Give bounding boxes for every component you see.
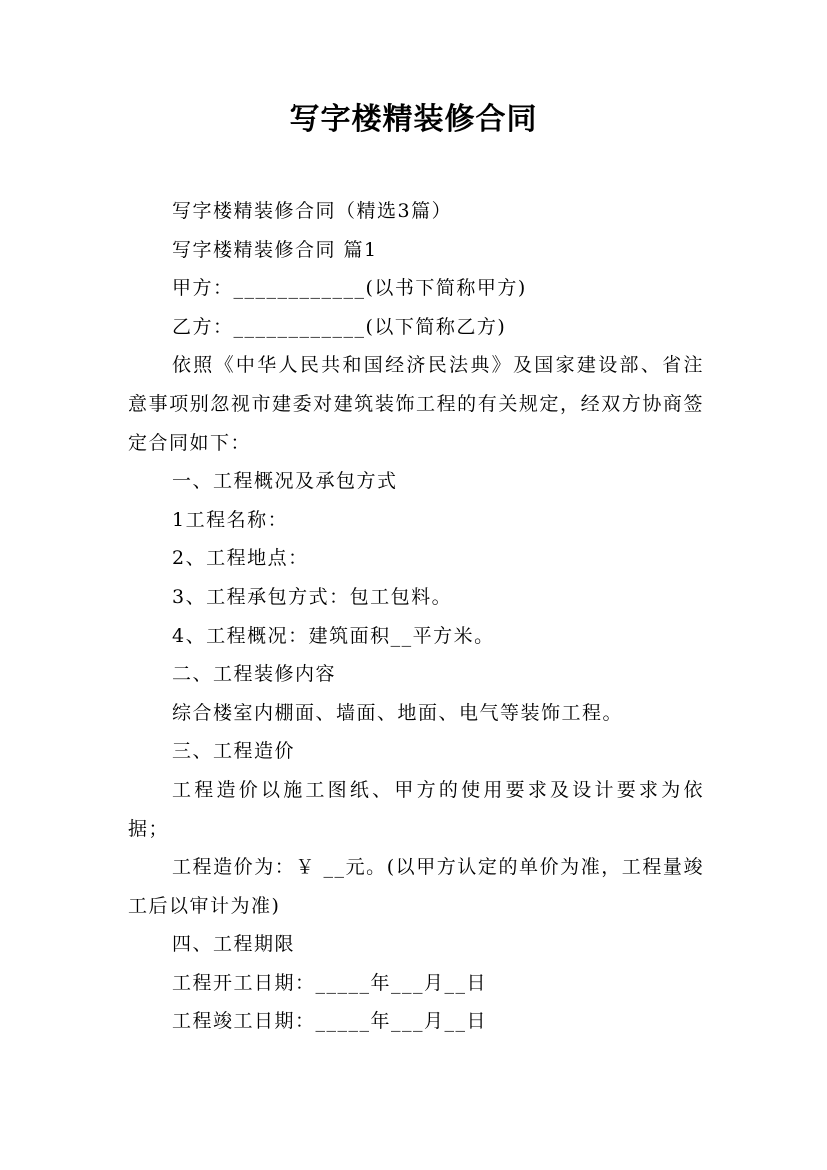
project-location-line: 2、工程地点： <box>172 547 309 570</box>
document-body <box>128 192 704 1041</box>
clause-heading-4: 四、工程期限 <box>172 933 296 956</box>
start-date-line: 工程开工日期：_____年___月__日 <box>172 971 488 994</box>
subtitle-line: 写字楼精装修合同（精选3篇） <box>172 200 453 222</box>
clause-heading-1: 一、工程概况及承包方式 <box>172 470 398 493</box>
cost-amount-paragraph: 工程造价为：￥ __元。(以甲方认定的单价为准，工程量竣工后以审计为准) <box>128 856 704 917</box>
clause-heading-3: 三、工程造价 <box>172 740 296 763</box>
cost-basis-paragraph: 工程造价以施工图纸、甲方的使用要求及设计要求为依据； <box>128 778 704 840</box>
section-heading-part1: 写字楼精装修合同 篇1 <box>172 238 378 261</box>
completion-date-line: 工程竣工日期：_____年___月__日 <box>172 1010 488 1033</box>
preamble-paragraph: 依照《中华人民共和国经济民法典》及国家建设部、省注意事项别忽视市建委对建筑装饰工程的有关规定，经双方协商签定合同如下： <box>128 354 704 454</box>
party-a-line: 甲方：____________(以书下简称甲方) <box>172 277 527 300</box>
decoration-content-line: 综合楼室内棚面、墙面、地面、电气等装饰工程。 <box>172 701 624 724</box>
clause-heading-2: 二、工程装修内容 <box>172 663 337 686</box>
project-name-line: 1工程名称： <box>172 508 289 531</box>
document-title: 写字楼精装修合同 <box>289 102 538 137</box>
party-b-line: 乙方：____________(以下简称乙方) <box>172 315 507 338</box>
contract-mode-line: 3、工程承包方式：包工包料。 <box>172 585 453 608</box>
project-overview-line: 4、工程概况：建筑面积__平方米。 <box>172 624 495 647</box>
